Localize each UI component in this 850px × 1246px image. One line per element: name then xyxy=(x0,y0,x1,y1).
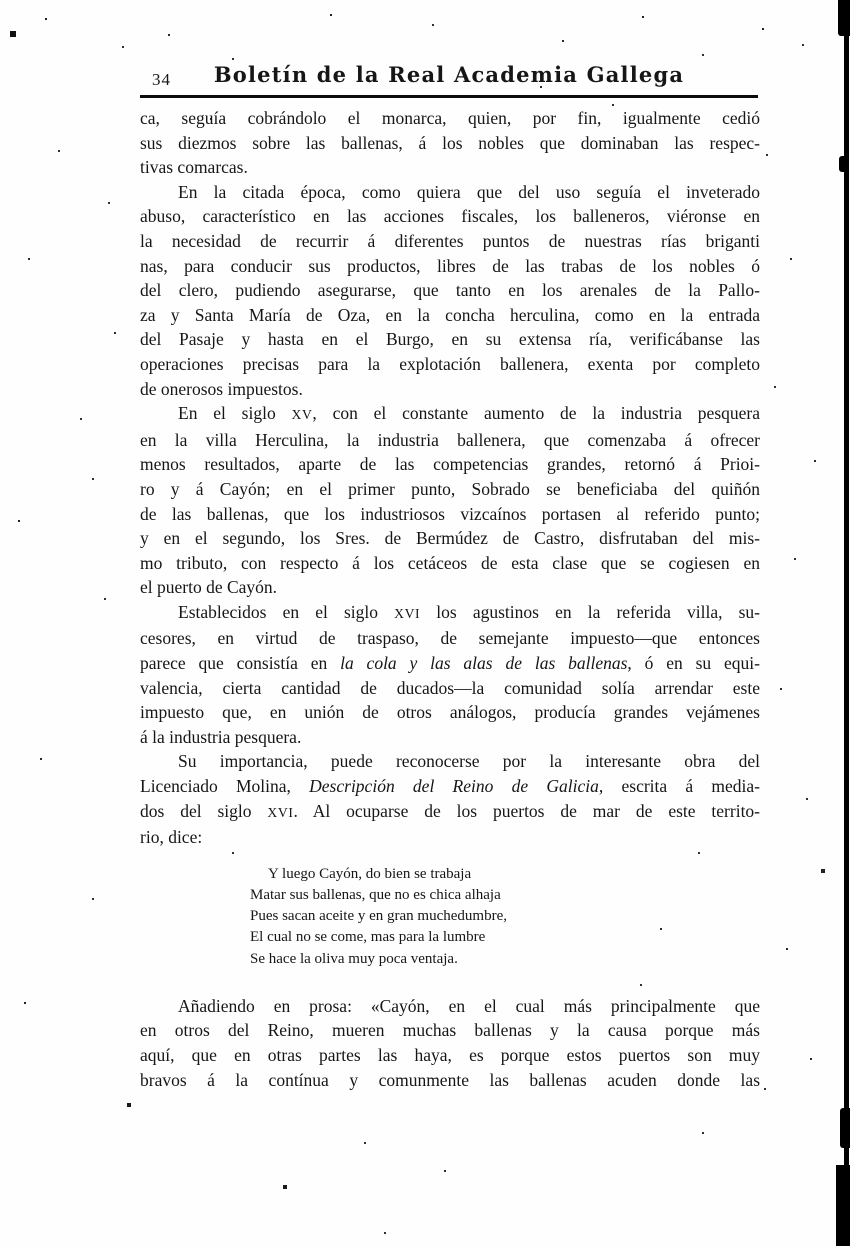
text-line: del Pasaje y hasta en el Burgo, en su extensa ría, verificábanse las xyxy=(140,329,760,350)
text-line: la necesidad de recurrir á diferentes puntos de nuestras rías briganti xyxy=(140,230,760,251)
text-line: impuesto que, en unión de otros análogos, producía grandes vejámenes xyxy=(140,702,760,723)
verse-line: Y luego Cayón, do bien se trabaja xyxy=(268,865,472,882)
journal-title: Boletín de la Real Academia Gallega xyxy=(213,62,685,87)
text-line: En el siglo XV, con el constante aumento de la industria pesquera xyxy=(178,403,760,424)
paragraph xyxy=(140,401,760,600)
paragraph xyxy=(140,994,760,1092)
text-line: del clero, pudiendo asegurarse, que tanto en los arenales de la Pallo- xyxy=(140,280,760,301)
text-line: en otros del Reino, mueren muchas ballenas y la causa porque más xyxy=(140,1020,760,1041)
paragraph xyxy=(140,106,760,180)
text-line: operaciones precisas para la explotación ballenera, exenta por completo xyxy=(140,353,760,374)
text-line: Su importancia, puede reconocerse por la interesante obra del xyxy=(178,751,760,772)
paragraph xyxy=(140,749,760,849)
scan-noise xyxy=(0,0,2,2)
text-line: parece que consistía en la cola y las alas de las ballenas, ó en su equi- xyxy=(140,653,760,674)
text-line: rio, dice: xyxy=(140,827,203,848)
text-line: Licenciado Molina, Descripción del Reino de Galicia, escrita á media- xyxy=(140,776,760,797)
book-gutter-edge-mid xyxy=(840,1108,850,1148)
text-line: aquí, que en otras partes las haya, es porque estos puertos son muy xyxy=(140,1045,760,1066)
text-line: de onerosos impuestos. xyxy=(140,378,303,399)
verse-line: Se hace la oliva muy poca ventaja. xyxy=(250,950,458,967)
text-line: za y Santa María de Oza, en la concha herculina, como en la entrada xyxy=(140,304,760,325)
text-line: Añadiendo en prosa: «Cayón, en el cual más principalmente que xyxy=(178,995,760,1016)
text-line: valencia, cierta cantidad de ducados—la comunidad solía arrendar este xyxy=(140,677,760,698)
book-gutter-edge-top xyxy=(838,0,850,36)
header-rule xyxy=(140,95,758,98)
verse-line: El cual no se come, mas para la lumbre xyxy=(250,929,486,946)
book-gutter-edge-bottom xyxy=(836,1165,850,1246)
verse-block xyxy=(250,864,560,970)
text-line: abuso, característico en las acciones fiscales, los balleneros, viéronse en xyxy=(140,206,760,227)
paragraph xyxy=(140,600,760,750)
text-line: mo tributo, con respecto á los cetáceos de esta clase que se cogiesen en xyxy=(140,552,760,573)
text-line: de las ballenas, que los industriosos vizcaínos portasen al referido punto; xyxy=(140,503,760,524)
text-line: tivas comarcas. xyxy=(140,157,248,178)
text-line: Establecidos en el siglo XVI los agustinos en la referida villa, su- xyxy=(178,601,760,622)
text-line: á la industria pesquera. xyxy=(140,726,302,747)
text-line: y en el segundo, los Sres. de Bermúdez de Castro, disfrutaban del mis- xyxy=(140,528,760,549)
page-number: 34 xyxy=(152,70,171,89)
text-line: nas, para conducir sus productos, libres de las trabas de los nobles ó xyxy=(140,255,760,276)
text-line: dos del siglo XVI. Al ocuparse de los puertos de mar de este territo- xyxy=(140,800,761,821)
text-line: ro y á Cayón; en el primer punto, Sobrado se beneficiaba del quiñón xyxy=(140,478,760,499)
book-gutter-edge-nub xyxy=(839,156,848,172)
book-gutter-edge xyxy=(844,0,849,1246)
text-line: sus diezmos sobre las ballenas, á los nobles que dominaban las respec- xyxy=(140,132,760,153)
verse-line: Pues sacan aceite y en gran muchedumbre, xyxy=(250,908,507,925)
text-line: el puerto de Cayón. xyxy=(140,577,278,598)
text-line: ca, seguía cobrándolo el monarca, quien, por fin, igualmente cedió xyxy=(140,108,760,128)
text-line: bravos á la contínua y comunmente las ballenas acuden donde las xyxy=(140,1069,760,1090)
text-line: cesores, en virtud de traspaso, de semejante impuesto—que entonces xyxy=(140,628,760,649)
paragraph xyxy=(140,180,760,401)
text-line: En la citada época, como quiera que del uso seguía el inveterado xyxy=(178,181,760,202)
text-line: en la villa Herculina, la industria ballenera, que comenzaba á ofrecer xyxy=(140,429,760,450)
verse-line: Matar sus ballenas, que no es chica alhaja xyxy=(250,887,501,904)
body-text xyxy=(140,106,760,1092)
text-line: menos resultados, aparte de las competencias grandes, retornó á Prioi- xyxy=(140,454,760,475)
